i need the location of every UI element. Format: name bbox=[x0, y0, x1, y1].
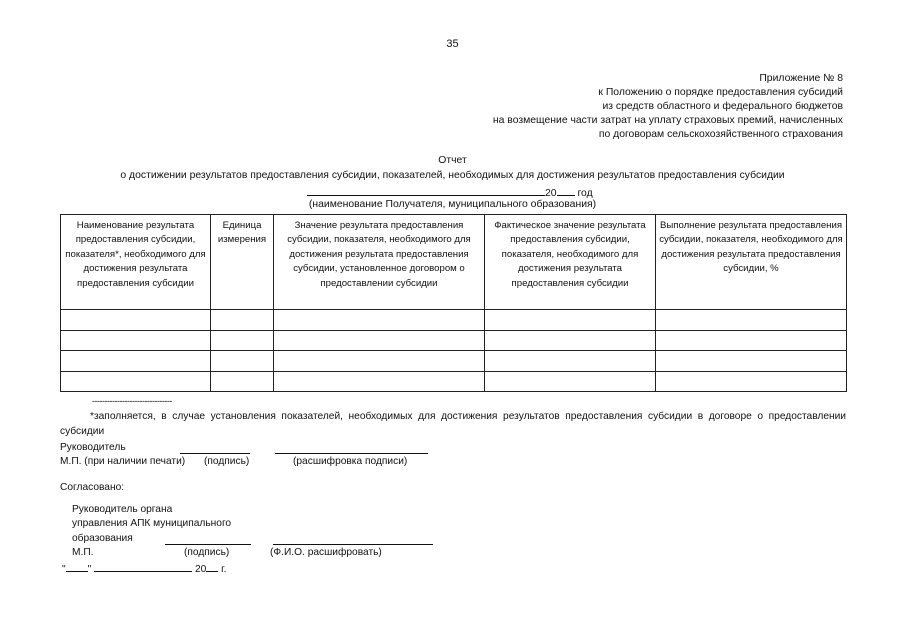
approver-name-caption: (Ф.И.О. расшифровать) bbox=[270, 547, 382, 558]
table-cell[interactable] bbox=[656, 371, 847, 392]
table-row bbox=[61, 310, 847, 331]
table-cell[interactable] bbox=[485, 351, 656, 372]
table-cell[interactable] bbox=[485, 330, 656, 351]
table-cell[interactable] bbox=[61, 330, 211, 351]
table-cell[interactable] bbox=[211, 371, 274, 392]
table-cell[interactable] bbox=[656, 351, 847, 372]
date-month-blank[interactable] bbox=[94, 562, 192, 572]
column-header-target-value: Значение результата предоставления субсидии, показателя, необходимого для достижения результата предоставления субсидии, установленное договором о предоставлении субсидии bbox=[274, 215, 485, 310]
table-cell[interactable] bbox=[656, 310, 847, 331]
appendix-line: на возмещение части затрат на уплату страховых премий, начисленных bbox=[492, 115, 843, 126]
table-cell[interactable] bbox=[485, 310, 656, 331]
report-caption: (наименование Получателя, муниципального образования) bbox=[308, 199, 597, 210]
table-cell[interactable] bbox=[211, 310, 274, 331]
signature-caption: (подпись) bbox=[204, 456, 250, 467]
approver-stamp-label: М.П. bbox=[72, 547, 94, 558]
date-open-quote: " bbox=[62, 564, 66, 575]
column-header-actual-value: Фактическое значение результата предоставления субсидии, показателя, необходимого для достижения результата предоставления субсидии bbox=[485, 215, 656, 310]
approver-name-blank[interactable] bbox=[273, 544, 433, 545]
page-number: 35 bbox=[446, 38, 459, 50]
report-subtitle: о достижении результатов предоставления субсидии, показателей, необходимых для достижения результатов предоставления субсидии bbox=[120, 170, 785, 181]
year-suffix: год bbox=[577, 188, 593, 199]
year-prefix: 20 bbox=[545, 188, 557, 199]
table-row bbox=[61, 351, 847, 372]
table-cell[interactable] bbox=[274, 330, 485, 351]
table-row bbox=[61, 330, 847, 351]
year-blank[interactable] bbox=[557, 185, 575, 196]
approver-org-line: образования bbox=[72, 533, 133, 544]
appendix-line: Приложение № 8 bbox=[759, 73, 843, 84]
column-header-unit: Единица измерения bbox=[211, 215, 274, 310]
recipient-year-line bbox=[307, 185, 593, 199]
stamp-label: М.П. (при наличии печати) bbox=[60, 456, 186, 467]
approver-signature-blank[interactable] bbox=[165, 544, 251, 545]
column-header-completion: Выполнение результата предоставления субсидии, показателя, необходимого для достижения результата предоставления субсидии, % bbox=[656, 215, 847, 310]
appendix-line: из средств областного и федерального бюджетов bbox=[602, 101, 843, 112]
head-label: Руководитель bbox=[60, 442, 126, 453]
results-table bbox=[60, 214, 847, 392]
column-header-name: Наименование результата предоставления субсидии, показателя*, необходимого для достижения результата предоставления субсидии bbox=[61, 215, 211, 310]
table-cell[interactable] bbox=[61, 371, 211, 392]
decode-caption: (расшифровка подписи) bbox=[293, 456, 408, 467]
head-decode-blank[interactable] bbox=[275, 453, 428, 454]
approver-signature-caption: (подпись) bbox=[184, 547, 230, 558]
date-year-blank[interactable] bbox=[206, 562, 218, 572]
table-row bbox=[61, 371, 847, 392]
head-signature-blank[interactable] bbox=[180, 453, 250, 454]
date-day-blank[interactable] bbox=[66, 562, 88, 572]
date-year-suffix: г. bbox=[221, 564, 227, 575]
approver-org-line: Руководитель органа bbox=[72, 504, 173, 515]
appendix-line: к Положению о порядке предоставления субсидий bbox=[598, 87, 843, 98]
appendix-header bbox=[493, 72, 843, 142]
approver-org-line: управления АПК муниципального bbox=[72, 518, 232, 529]
footnote-text: *заполняется, в случае установления показателей, необходимых для достижения результатов предоставления субсидии в договоре о предоставлении субсидии bbox=[60, 411, 846, 437]
recipient-name-blank[interactable] bbox=[307, 185, 545, 196]
table-cell[interactable] bbox=[274, 371, 485, 392]
table-cell[interactable] bbox=[274, 310, 485, 331]
table-cell[interactable] bbox=[211, 351, 274, 372]
table-cell[interactable] bbox=[211, 330, 274, 351]
appendix-line: по договорам сельскохозяйственного страхования bbox=[598, 129, 843, 140]
table-cell[interactable] bbox=[485, 371, 656, 392]
table-cell[interactable] bbox=[61, 310, 211, 331]
date-line bbox=[62, 562, 226, 575]
table-cell[interactable] bbox=[274, 351, 485, 372]
report-title: Отчет bbox=[438, 155, 467, 166]
table-cell[interactable] bbox=[656, 330, 847, 351]
agreed-label: Согласовано: bbox=[60, 482, 125, 493]
date-year-prefix: 20 bbox=[194, 564, 207, 575]
table-header-row bbox=[61, 215, 847, 310]
date-close-quote: " bbox=[87, 564, 92, 575]
table-cell[interactable] bbox=[61, 351, 211, 372]
footnote-separator: -------------------------------- bbox=[92, 396, 172, 406]
